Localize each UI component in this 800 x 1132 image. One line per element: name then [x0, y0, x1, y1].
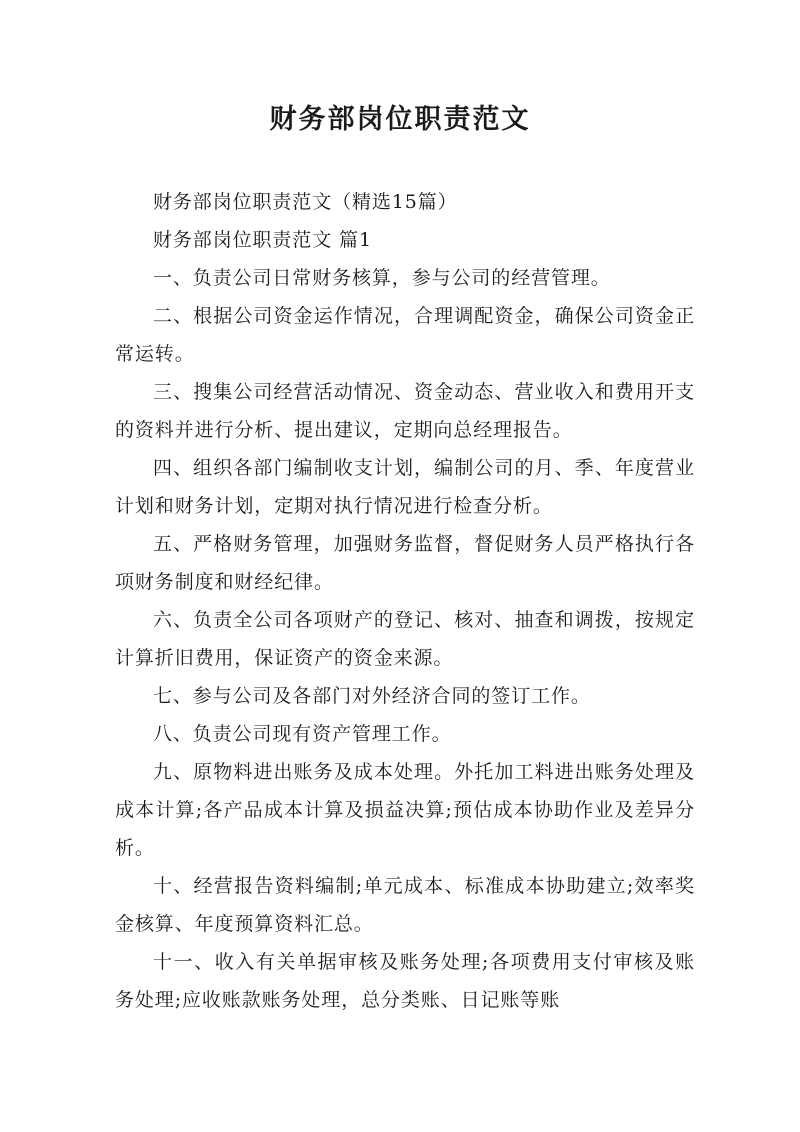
paragraph-section-heading: 财务部岗位职责范文 篇1	[153, 229, 372, 251]
paragraph-item: 九、原物料进出账务及成本处理。外托加工料进出账务处理及成本计算;各产品成本计算及损益决算;预估成本协助作业及差异分析。	[115, 761, 695, 859]
paragraph-item: 五、严格财务管理，加强财务监督，督促财务人员严格执行各项财务制度和财经纪律。	[115, 533, 695, 593]
paragraph-item: 六、负责全公司各项财产的登记、核对、抽查和调拨，按规定计算折旧费用，保证资产的资金来源。	[115, 609, 695, 669]
paragraph-item: 一、负责公司日常财务核算，参与公司的经营管理。	[153, 267, 611, 289]
paragraph-item: 二、根据公司资金运作情况，合理调配资金，确保公司资金正常运转。	[115, 305, 695, 365]
paragraph-item: 七、参与公司及各部门对外经济合同的签订工作。	[153, 685, 591, 707]
paragraph-item: 三、搜集公司经营活动情况、资金动态、营业收入和费用开支的资料并进行分析、提出建议，定期向总经理报告。	[115, 381, 695, 441]
paragraph-item: 十、经营报告资料编制;单元成本、标准成本协助建立;效率奖金核算、年度预算资料汇总。	[115, 875, 695, 935]
paragraph-item: 八、负责公司现有资产管理工作。	[153, 723, 452, 745]
paragraph-item: 十一、收入有关单据审核及账务处理;各项费用支付审核及账务处理;应收账款账务处理，总分类账、日记账等账	[115, 951, 695, 1011]
document-title: 财务部岗位职责范文	[269, 104, 531, 135]
paragraph-subtitle: 财务部岗位职责范文（精选15篇）	[153, 191, 458, 213]
document-body	[115, 183, 695, 1019]
paragraph-item: 四、组织各部门编制收支计划，编制公司的月、季、年度营业计划和财务计划，定期对执行情况进行检查分析。	[115, 457, 695, 517]
